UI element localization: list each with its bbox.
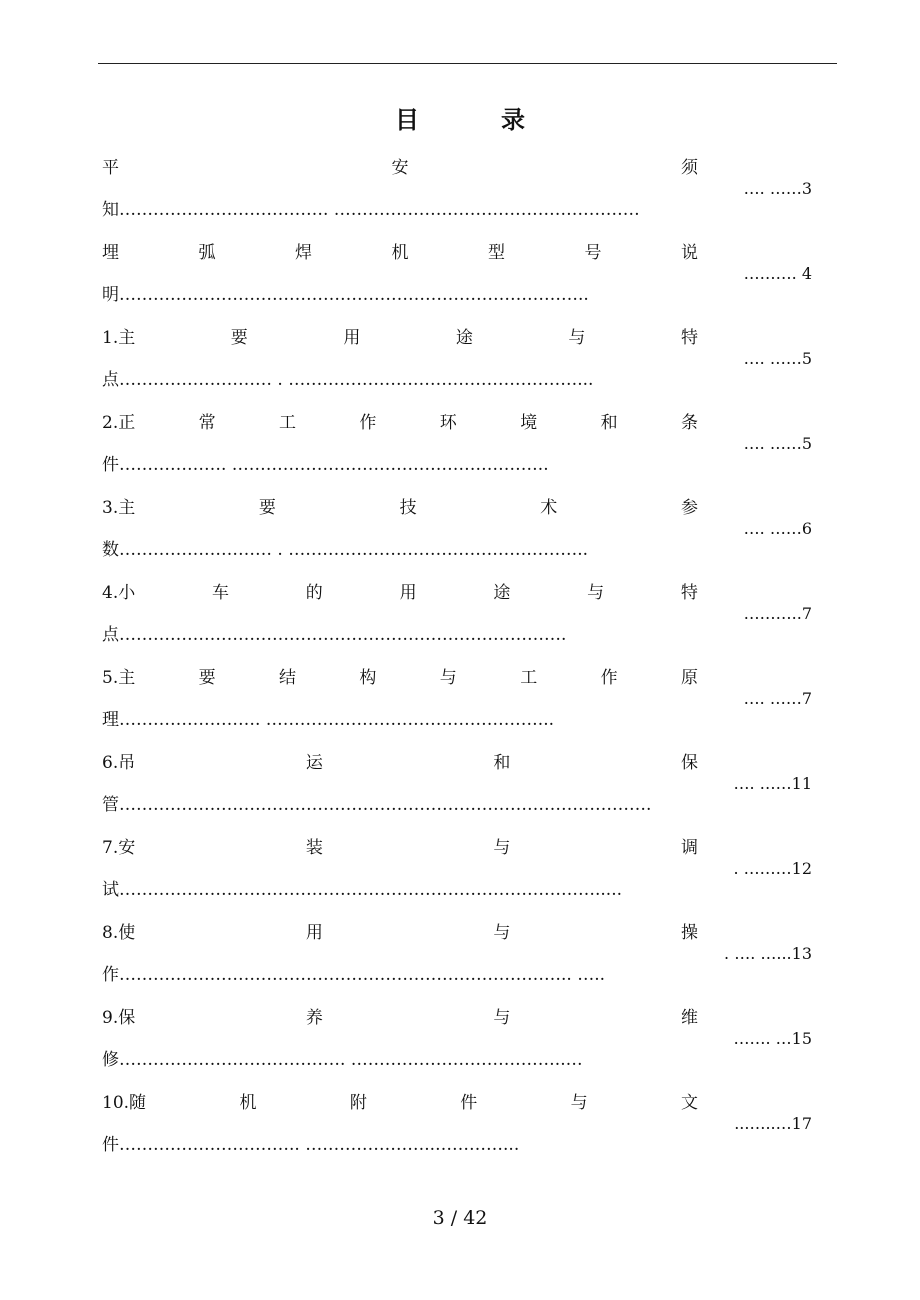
- toc-heading-word: 和: [600, 413, 618, 433]
- toc-page-number: …. ……3: [743, 179, 812, 198]
- toc-heading-word: 焊: [295, 243, 312, 263]
- toc-heading-word: 途: [455, 328, 473, 348]
- toc-entry-heading: [102, 1092, 698, 1114]
- toc-page-number: ………. 4: [743, 264, 812, 283]
- toc-entry-heading: [102, 667, 698, 689]
- toc-entry-leader: 知………………………………. ………………………………………………: [102, 200, 640, 220]
- toc-heading-word: 要: [230, 328, 248, 348]
- toc-heading-word: 术: [540, 498, 558, 518]
- toc-entry-heading: [102, 157, 698, 179]
- toc-entry[interactable]: [102, 1007, 822, 1087]
- toc-heading-word: 与: [493, 1008, 511, 1028]
- toc-heading-word: 途: [493, 583, 511, 603]
- toc-entry-heading: [102, 327, 698, 349]
- toc-entry[interactable]: [102, 752, 822, 832]
- toc-heading-word: 的: [305, 583, 323, 603]
- toc-entry-leader: 修…………………………………. ………………………………..…: [102, 1050, 583, 1070]
- toc-entry-leader: 数……………………… . ……………………………………………..: [102, 540, 589, 560]
- toc-entry[interactable]: [102, 242, 822, 322]
- toc-heading-word: 作: [600, 668, 618, 688]
- toc-heading-word: 机: [391, 243, 409, 263]
- toc-heading-word: 用: [343, 328, 361, 348]
- toc-heading-word: 9.保: [102, 1008, 136, 1028]
- toc-entry[interactable]: [102, 497, 822, 577]
- toc-entry-leader: 作…………………………………………………………………….. …..: [102, 965, 606, 985]
- toc-heading-word: 6.吊: [102, 753, 136, 773]
- toc-page-number: ...…..…17: [734, 1114, 812, 1133]
- toc-heading-word: 文: [681, 1093, 698, 1113]
- toc-title-char-2: 录: [501, 105, 525, 134]
- toc-entry-heading: [102, 412, 698, 434]
- toc-heading-word: 4.小: [102, 583, 136, 603]
- toc-entry-leader: 理……………………. …………………………………………...: [102, 710, 555, 730]
- page-indicator: 3 / 42: [432, 1207, 488, 1229]
- toc-heading-word: 运: [305, 753, 323, 773]
- toc-heading-word: 保: [680, 753, 698, 773]
- toc-page-number: ………..7: [743, 604, 812, 623]
- toc-entry-heading: [102, 497, 698, 519]
- toc-entry-leader: 件………………………….. …………………..…………...: [102, 1135, 520, 1155]
- toc-heading-word: 环: [439, 413, 457, 433]
- toc-heading-word: 与: [493, 923, 511, 943]
- toc-entry[interactable]: [102, 412, 822, 492]
- toc-heading-word: 安: [391, 158, 409, 178]
- toc-heading-word: 5.主: [102, 668, 136, 688]
- toc-heading-word: 维: [680, 1008, 698, 1028]
- toc-heading-word: 须: [681, 158, 698, 178]
- toc-entry-leader: 点…………………………………………………………………….: [102, 625, 567, 645]
- toc-entry-heading: [102, 837, 698, 859]
- toc-heading-word: 号: [584, 243, 602, 263]
- toc-page-number: . …. …...13: [724, 944, 812, 963]
- toc-heading-word: 养: [305, 1008, 323, 1028]
- toc-heading-word: 平: [102, 158, 119, 178]
- toc-page-number: …. ……5: [743, 349, 812, 368]
- toc-heading-word: 工: [520, 668, 538, 688]
- toc-heading-word: 装: [305, 838, 323, 858]
- toc-entry[interactable]: [102, 922, 822, 1002]
- header-rule: [98, 63, 837, 64]
- toc-heading-word: 用: [305, 923, 323, 943]
- toc-entry[interactable]: [102, 157, 822, 237]
- toc-heading-word: 操: [680, 923, 698, 943]
- toc-heading-word: 技: [399, 498, 417, 518]
- toc-page-number: . ………12: [733, 859, 812, 878]
- toc-heading-word: 常: [198, 413, 216, 433]
- toc-heading-word: 构: [359, 668, 377, 688]
- toc-heading-word: 附: [349, 1093, 367, 1113]
- toc-heading-word: 3.主: [102, 498, 136, 518]
- toc-heading-word: 1.主: [102, 328, 136, 348]
- toc-entry[interactable]: [102, 1092, 822, 1172]
- toc-entry-heading: [102, 752, 698, 774]
- toc-entry-heading: [102, 582, 698, 604]
- toc-heading-word: 结: [279, 668, 297, 688]
- toc-heading-word: 与: [439, 668, 457, 688]
- toc-heading-word: 特: [680, 583, 698, 603]
- toc-page-number: …. ……7: [743, 689, 812, 708]
- toc-entry[interactable]: [102, 327, 822, 407]
- toc-heading-word: 与: [493, 838, 511, 858]
- toc-heading-word: 10.随: [102, 1093, 147, 1113]
- toc-heading-word: 7.安: [102, 838, 136, 858]
- toc-page-number: …. ……5: [743, 434, 812, 453]
- toc-heading-word: 8.使: [102, 923, 136, 943]
- toc-heading-word: 调: [680, 838, 698, 858]
- toc-entry-heading: [102, 1007, 698, 1029]
- toc-title-char-1: 目: [395, 105, 419, 134]
- toc-heading-word: 说: [681, 243, 698, 263]
- toc-heading-word: 与: [587, 583, 605, 603]
- toc-heading-word: 埋: [102, 243, 119, 263]
- toc-heading-word: 原: [680, 668, 698, 688]
- toc-heading-word: 境: [520, 413, 538, 433]
- toc-page-number: ……. …15: [733, 1029, 812, 1048]
- toc-heading-word: 作: [359, 413, 377, 433]
- toc-entry-leader: 试………………………………………………………………………….....: [102, 880, 623, 900]
- toc-heading-word: 车: [212, 583, 230, 603]
- toc-heading-word: 2.正: [102, 413, 136, 433]
- toc-heading-word: 与: [570, 1093, 588, 1113]
- toc-page-number: …. ……11: [733, 774, 812, 793]
- toc-entry[interactable]: [102, 667, 822, 747]
- toc-heading-word: 弧: [198, 243, 216, 263]
- toc-entry-leader: 件………………. ………………………………………………..: [102, 455, 549, 475]
- toc-heading-word: 特: [680, 328, 698, 348]
- toc-entry-leader: 明………………………………………………………………………..: [102, 285, 589, 305]
- toc-entry-leader: 管………………………………………………………………………………….: [102, 795, 652, 815]
- toc-heading-word: 参: [680, 498, 698, 518]
- toc-heading-word: 用: [399, 583, 417, 603]
- toc-page-number: …. ……6: [743, 519, 812, 538]
- toc-heading-word: 与: [568, 328, 586, 348]
- toc-heading-word: 型: [488, 243, 505, 263]
- toc-entry-leader: 点……………………… . ……………………………………………...: [102, 370, 594, 390]
- toc-heading-word: 件: [460, 1093, 478, 1113]
- toc-title: [0, 100, 920, 135]
- toc-heading-word: 和: [493, 753, 511, 773]
- toc-entry-heading: [102, 242, 698, 264]
- toc-entry[interactable]: [102, 582, 822, 662]
- toc-heading-word: 要: [258, 498, 276, 518]
- toc-entry-heading: [102, 922, 698, 944]
- toc-entry[interactable]: [102, 837, 822, 917]
- toc-heading-word: 条: [680, 413, 698, 433]
- toc-heading-word: 要: [198, 668, 216, 688]
- toc-heading-word: 机: [239, 1093, 257, 1113]
- toc-heading-word: 工: [279, 413, 297, 433]
